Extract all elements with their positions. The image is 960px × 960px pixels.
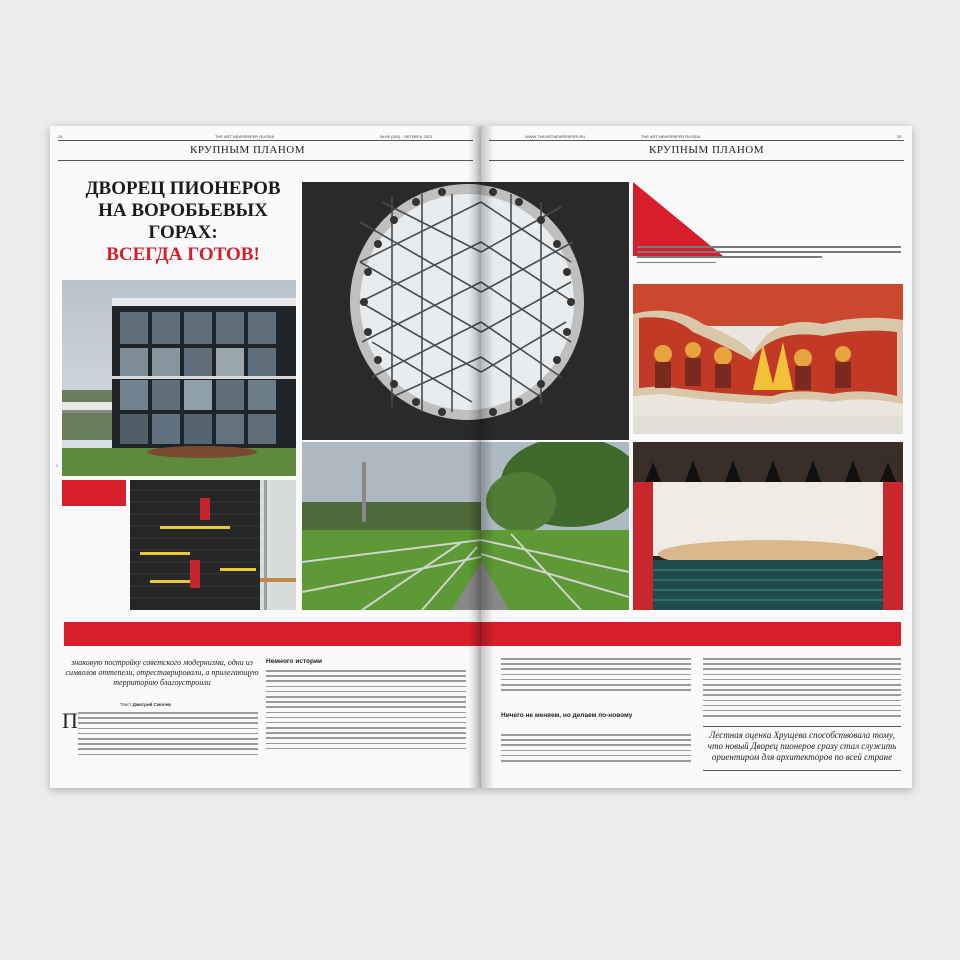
body-text-column-5 bbox=[703, 658, 901, 724]
body-text-column-2 bbox=[266, 670, 466, 762]
byline-author: Дмитрий Смолев bbox=[132, 702, 171, 707]
byline bbox=[120, 702, 171, 707]
subhead-history: Немного истории bbox=[266, 658, 322, 665]
headline-line-1: ДВОРЕЦ ПИОНЕРОВ bbox=[85, 178, 281, 199]
photo-marker-1: 1 bbox=[56, 464, 58, 468]
header-rule-right bbox=[489, 140, 904, 141]
photo-auditorium bbox=[633, 442, 903, 610]
photo-mosaic-wall bbox=[130, 480, 296, 610]
headline-line-2: НА ВОРОБЬЕВЫХ bbox=[98, 200, 268, 221]
byline-label: Текст bbox=[120, 702, 132, 707]
article-headline bbox=[68, 178, 298, 266]
photo-mosaic-mural bbox=[633, 284, 903, 434]
photo-park-left bbox=[302, 442, 481, 610]
journal-name-right: THE ART NEWSPAPER RUSSIA bbox=[641, 134, 701, 139]
section-title-right: КРУПНЫМ ПЛАНОМ bbox=[649, 144, 764, 156]
photo-captions bbox=[637, 246, 901, 272]
magazine-spread bbox=[50, 126, 912, 794]
pull-quote-rule-bottom bbox=[703, 770, 901, 771]
header-rule-left bbox=[58, 140, 473, 141]
pull-quote: Лестная оценка Хрущева способствовала тому, что новый Дворец пионеров сразу стал служить ориентиром для архитекторов по всей стране bbox=[707, 730, 897, 762]
subhead-nothing-changes: Ничего не меняем, но делаем по-новому bbox=[501, 712, 633, 719]
section-rule-left bbox=[58, 160, 473, 161]
body-text-column-4 bbox=[501, 734, 691, 766]
drop-cap: П bbox=[62, 708, 78, 733]
red-accent-block bbox=[62, 480, 126, 506]
page-number-right: 25 bbox=[897, 134, 902, 139]
headline-line-3: ГОРАХ: bbox=[148, 222, 218, 243]
left-page bbox=[50, 126, 481, 788]
red-triangle-decoration bbox=[633, 182, 903, 256]
section-title-left: КРУПНЫМ ПЛАНОМ bbox=[190, 144, 305, 156]
article-lede: знаковую постройку советского модернизма, одни из символов оттепели, отреставрировали, а прилегающую территорию благоустроили bbox=[65, 658, 259, 687]
right-page bbox=[481, 126, 912, 788]
photo-glass-dome bbox=[302, 182, 481, 440]
photo-park-right bbox=[481, 442, 629, 610]
red-divider-bar-right bbox=[481, 622, 901, 646]
section-rule-right bbox=[489, 160, 904, 161]
pull-quote-rule-top bbox=[703, 726, 901, 727]
page-number-left: 24 bbox=[58, 134, 63, 139]
body-text-column-3 bbox=[501, 658, 691, 698]
photo-glass-building bbox=[62, 280, 296, 476]
website-url: WWW.THEARTNEWSPAPER.RU bbox=[525, 134, 586, 139]
headline-red-line: ВСЕГДА ГОТОВ! bbox=[106, 244, 260, 265]
red-divider-bar-left bbox=[64, 622, 481, 646]
issue-info: № 69 (182) · ОКТЯБРЬ 2021 bbox=[380, 134, 433, 139]
body-text-column-1 bbox=[78, 712, 258, 762]
photo-glass-dome-right bbox=[481, 182, 629, 440]
journal-name-left: THE ART NEWSPAPER RUSSIA bbox=[215, 134, 275, 139]
